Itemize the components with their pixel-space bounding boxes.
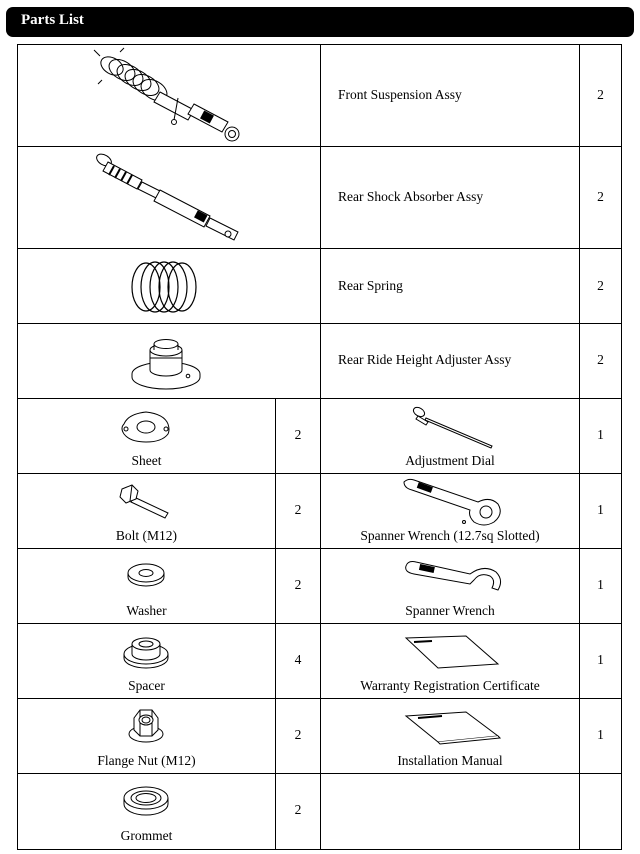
ride-height-adjuster-icon <box>128 330 204 390</box>
part-name: Rear Spring <box>338 278 403 293</box>
part-name: Rear Shock Absorber Assy <box>338 189 484 204</box>
part-qty: 2 <box>597 87 604 102</box>
part-qty: 2 <box>294 577 302 592</box>
grommet-icon <box>122 782 170 818</box>
slotted-spanner-icon <box>398 476 504 528</box>
part-qty: 1 <box>597 427 604 442</box>
rear-spring-icon <box>124 256 208 318</box>
part-name: Front Suspension Assy <box>338 87 462 102</box>
flange-nut-icon <box>126 706 166 746</box>
parts-list-header <box>6 7 634 37</box>
header-title: Parts List <box>21 12 84 28</box>
part-name: Installation Manual <box>397 753 503 768</box>
spacer-icon <box>122 632 170 672</box>
sheet-icon <box>118 408 174 446</box>
part-name: Bolt (M12) <box>115 528 178 543</box>
part-qty: 2 <box>294 427 302 442</box>
part-qty: 2 <box>597 352 604 367</box>
part-qty: 2 <box>294 502 302 517</box>
part-qty: 1 <box>597 577 604 592</box>
part-name: Spanner Wrench <box>405 603 495 618</box>
washer-icon <box>126 560 166 590</box>
part-qty: 4 <box>294 652 302 667</box>
certificate-icon <box>402 634 502 672</box>
part-qty: 1 <box>597 502 604 517</box>
part-qty: 1 <box>597 727 604 742</box>
part-qty: 2 <box>294 727 302 742</box>
part-name: Grommet <box>120 828 173 843</box>
part-qty: 2 <box>294 802 302 817</box>
adjustment-dial-icon <box>406 402 496 450</box>
manual-icon <box>402 706 502 746</box>
part-qty: 1 <box>597 652 604 667</box>
part-qty: 2 <box>597 278 604 293</box>
part-name: Washer <box>126 603 167 618</box>
bolt-icon <box>118 483 174 519</box>
part-name: Spanner Wrench (12.7sq Slotted) <box>360 528 540 543</box>
part-name: Rear Ride Height Adjuster Assy <box>338 352 512 367</box>
part-name: Adjustment Dial <box>405 453 495 468</box>
part-name: Spacer <box>128 678 165 693</box>
rear-shock-icon <box>90 150 250 246</box>
part-name: Flange Nut (M12) <box>97 753 196 768</box>
part-name: Sheet <box>131 453 162 468</box>
front-suspension-icon <box>90 46 250 146</box>
part-qty: 2 <box>597 189 604 204</box>
spanner-wrench-icon <box>400 558 504 594</box>
part-name: Warranty Registration Certificate <box>360 678 540 693</box>
